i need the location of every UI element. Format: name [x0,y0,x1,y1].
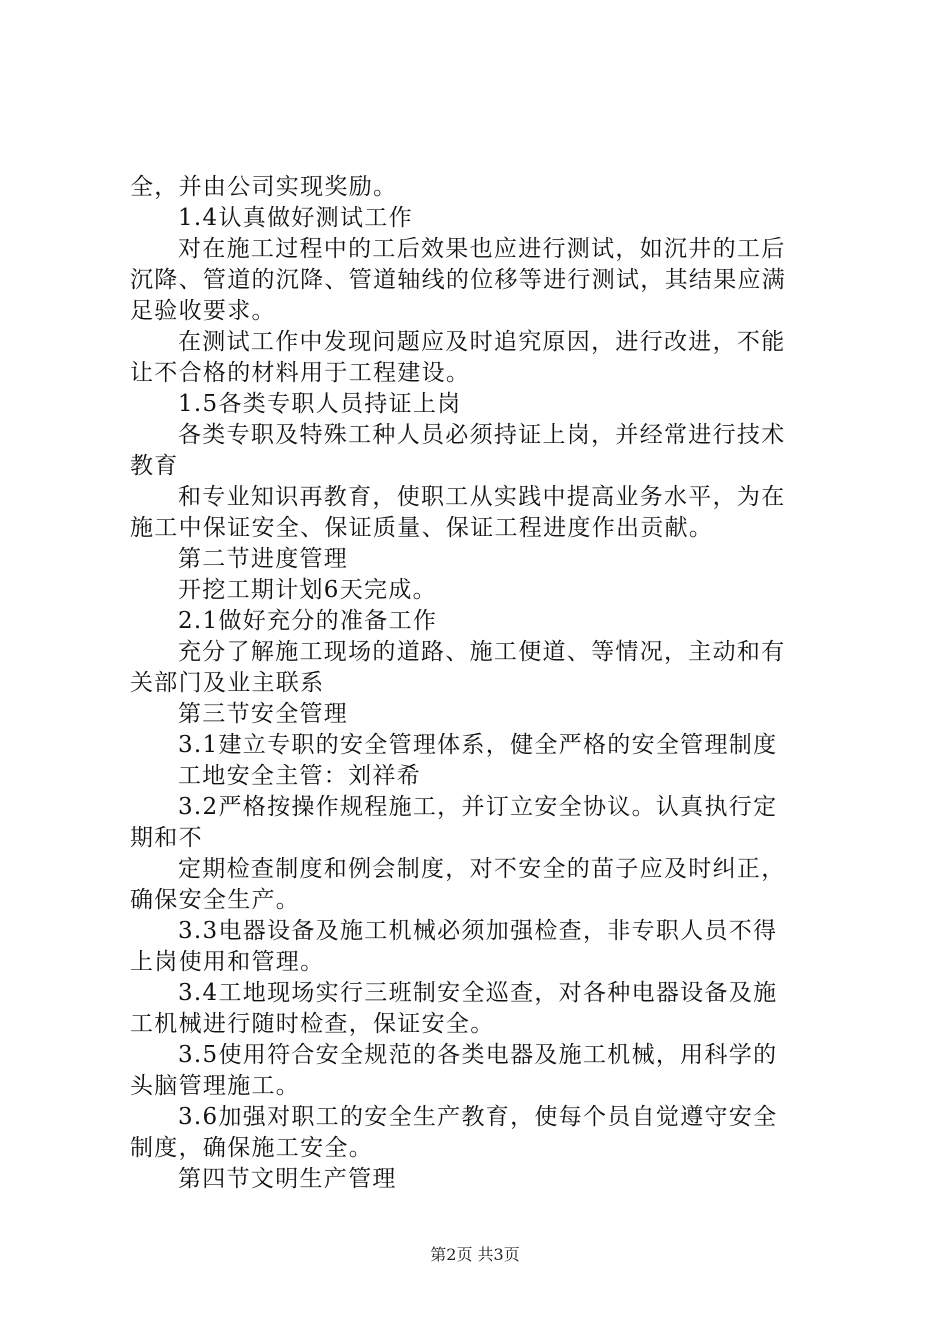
text-line: 2.1做好充分的准备工作 [178,608,438,634]
text-line: 足验收要求。 [130,298,276,324]
text-line: 教育 [130,453,179,479]
document-body [130,172,832,1195]
text-line: 让不合格的材料用于工程建设。 [130,360,471,386]
text-line: 制度，确保施工安全。 [130,1135,373,1161]
text-line: 3.2严格按操作规程施工，并订立安全协议。认真执行定 [178,794,778,820]
section-heading: 第四节文明生产管理 [178,1166,397,1192]
text-line: 开挖工期计划6天完成。 [178,577,437,603]
text-line: 充分了解施工现场的道路、施工便道、等情况，主动和有 [178,639,786,665]
text-line: 3.4工地现场实行三班制安全巡查，对各种电器设备及施 [178,980,778,1006]
text-line: 3.6加强对职工的安全生产教育，使每个员自觉遵守安全 [178,1104,778,1130]
text-line: 3.1建立专职的安全管理体系，健全严格的安全管理制度 [178,732,778,758]
text-line: 施工中保证安全、保证质量、保证工程进度作出贡献。 [130,515,714,541]
text-line: 对在施工过程中的工后效果也应进行测试，如沉井的工后 [178,236,786,262]
text-line: 在测试工作中发现问题应及时追究原因，进行改进，不能 [178,329,786,355]
text-line: 期和不 [130,825,203,851]
text-line: 沉降、管道的沉降、管道轴线的位移等进行测试，其结果应满 [130,267,787,293]
section-heading: 第三节安全管理 [178,701,349,727]
text-line: 3.3电器设备及施工机械必须加强检查，非专职人员不得 [178,918,778,944]
section-heading: 第二节进度管理 [178,546,349,572]
text-line: 关部门及业主联系 [130,670,325,696]
text-line: 确保安全生产。 [130,887,301,913]
text-line: 1.4认真做好测试工作 [178,205,413,231]
text-line: 上岗使用和管理。 [130,949,325,975]
text-line: 各类专职及特殊工种人员必须持证上岗，并经常进行技术 [178,422,786,448]
text-line: 工地安全主管：刘祥希 [178,763,421,789]
text-line: 定期检查制度和例会制度，对不安全的苗子应及时纠正， [178,856,786,882]
text-line: 和专业知识再教育，使职工从实践中提高业务水平，为在 [178,484,786,510]
text-line: 全，并由公司实现奖励。 [130,174,398,200]
text-line: 工机械进行随时检查，保证安全。 [130,1011,495,1037]
text-line: 1.5各类专职人员持证上岗 [178,391,462,417]
page-indicator: 第2页 共3页 [430,1245,520,1264]
text-line: 头脑管理施工。 [130,1073,301,1099]
text-line: 3.5使用符合安全规范的各类电器及施工机械，用科学的 [178,1042,778,1068]
